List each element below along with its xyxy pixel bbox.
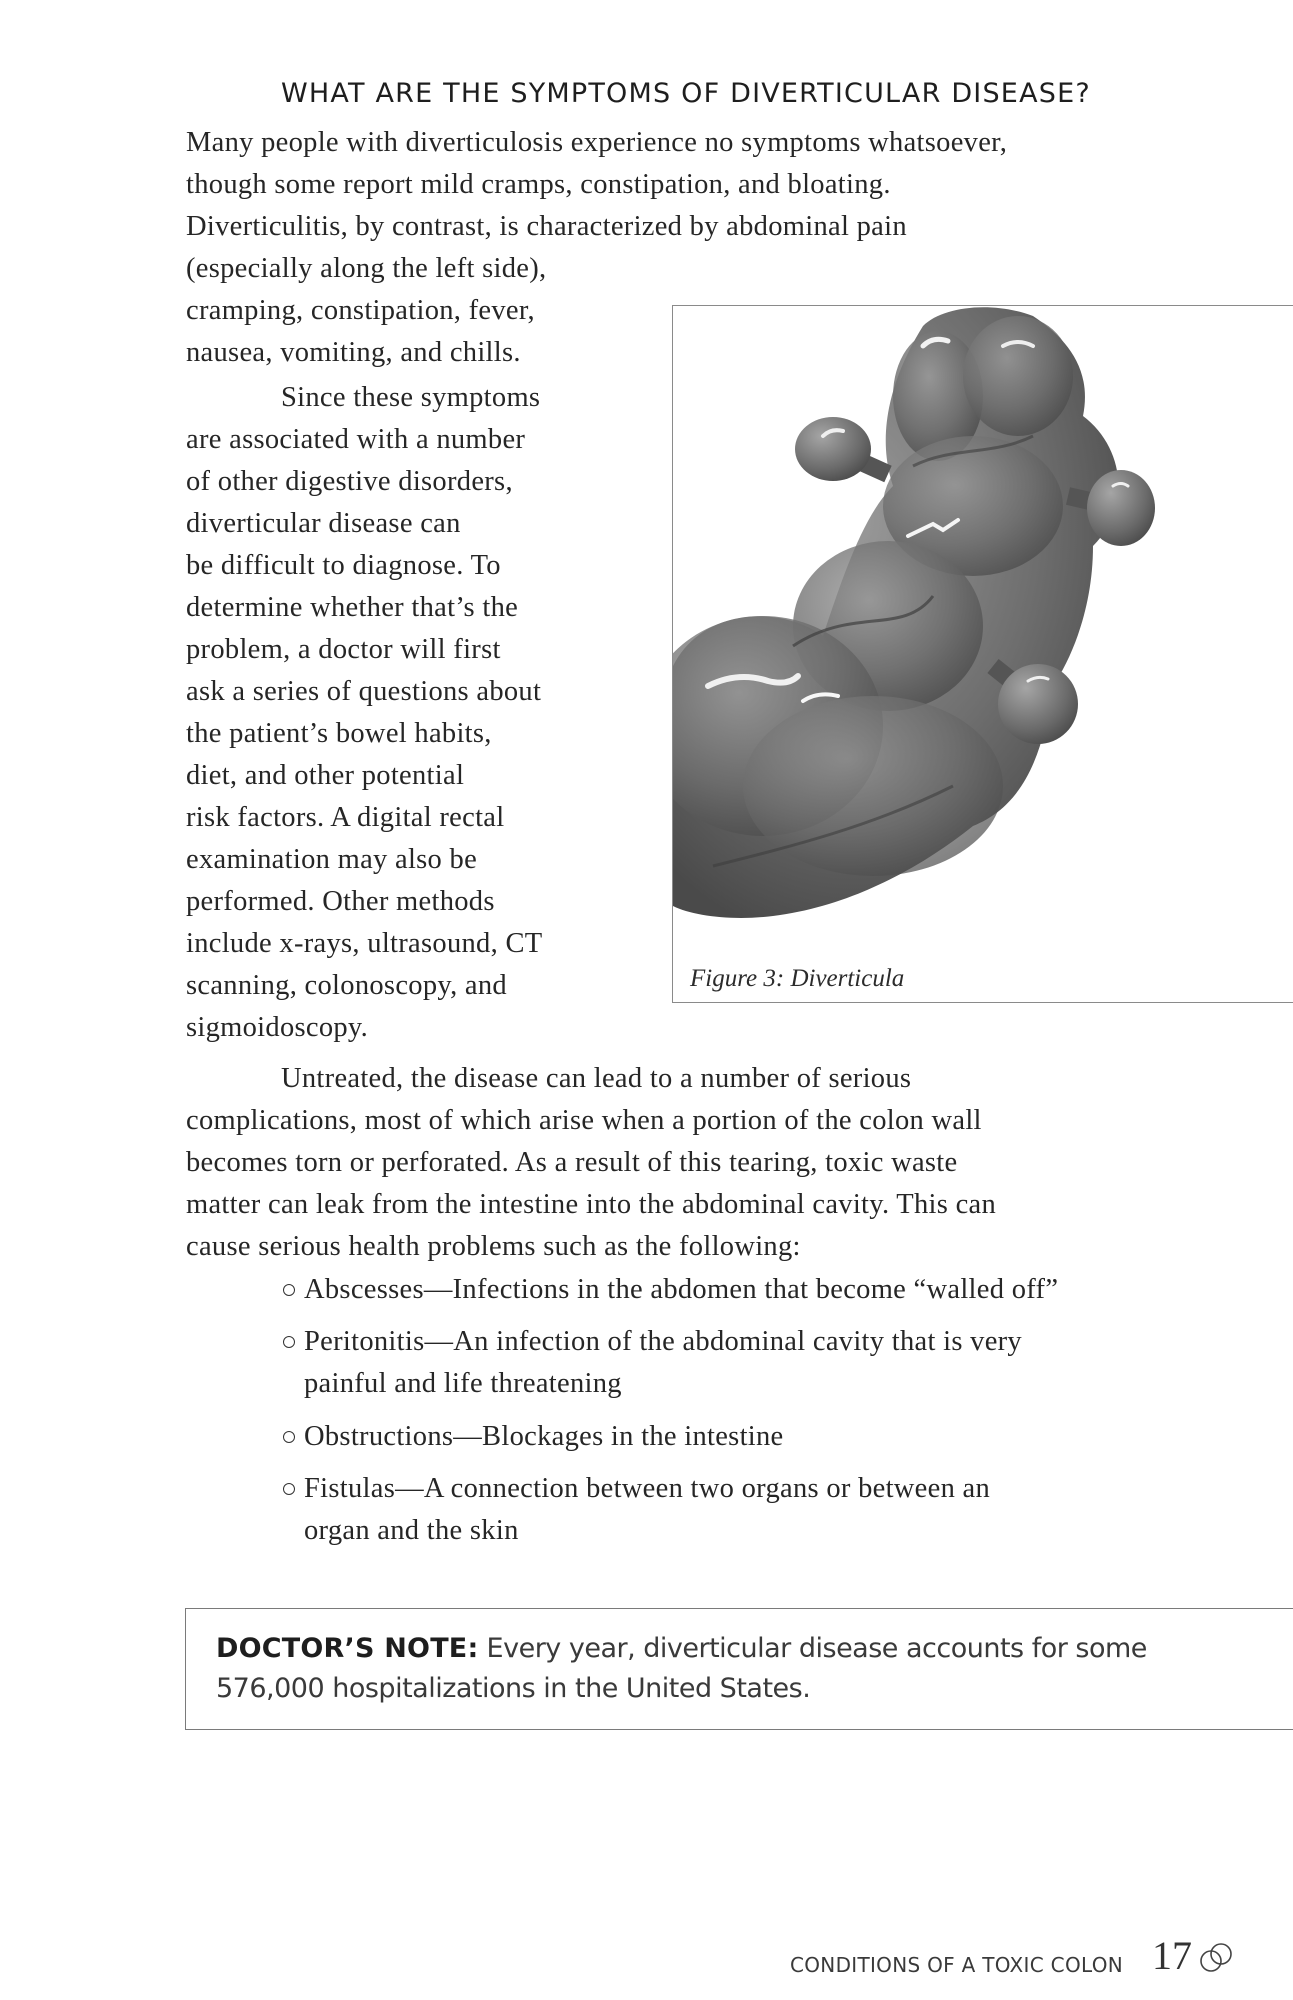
doctor-note-text: 576,000 hospitalizations in the United States. xyxy=(216,1673,811,1704)
text-line: determine whether that’s the xyxy=(186,592,519,623)
text-line: cramping, constipation, fever, xyxy=(186,295,535,326)
list-item-text: Abscesses—Infections in the abdomen that become “walled off” xyxy=(304,1274,1059,1305)
text-line: (especially along the left side), xyxy=(186,253,547,284)
list-item-text: organ and the skin xyxy=(304,1515,519,1546)
list-item-text: Fistulas—A connection between two organs or between an xyxy=(304,1473,991,1504)
doctor-note-line xyxy=(216,1635,1147,1662)
text-line: Since these symptoms xyxy=(281,382,541,413)
text-line: performed. Other methods xyxy=(186,886,495,917)
text-line: problem, a doctor will first xyxy=(186,634,501,665)
running-footer: CONDITIONS OF A TOXIC COLON xyxy=(790,1953,1124,1977)
text-line: Diverticulitis, by contrast, is characterized by abdominal pain xyxy=(186,211,907,242)
text-line: scanning, colonoscopy, and xyxy=(186,970,507,1001)
text-line: becomes torn or perforated. As a result of this tearing, toxic waste xyxy=(186,1147,958,1178)
list-item-text: Peritonitis—An infection of the abdominal cavity that is very xyxy=(304,1326,1022,1357)
text-line: of other digestive disorders, xyxy=(186,466,513,497)
interlocking-rings-icon xyxy=(1198,1942,1234,1974)
section-heading: WHAT ARE THE SYMPTOMS OF DIVERTICULAR DISEASE? xyxy=(281,78,1091,109)
text-line: diet, and other potential xyxy=(186,760,465,791)
circle-bullet-icon xyxy=(283,1284,295,1296)
text-line: matter can leak from the intestine into the abdominal cavity. This can xyxy=(186,1189,997,1220)
text-line: nausea, vomiting, and chills. xyxy=(186,337,521,368)
text-line: Many people with diverticulosis experience no symptoms whatsoever, xyxy=(186,127,1008,158)
text-line: diverticular disease can xyxy=(186,508,461,539)
text-line: the patient’s bowel habits, xyxy=(186,718,492,749)
doctor-note-label: DOCTOR’S NOTE: xyxy=(216,1633,479,1664)
text-line: complications, most of which arise when a portion of the colon wall xyxy=(186,1105,982,1136)
text-line: include x-rays, ultrasound, CT xyxy=(186,928,543,959)
text-line: ask a series of questions about xyxy=(186,676,542,707)
page-number: 17 xyxy=(1152,1933,1192,1978)
text-line: risk factors. A digital rectal xyxy=(186,802,505,833)
circle-bullet-icon xyxy=(283,1483,295,1495)
figure-frame xyxy=(672,305,1293,1003)
text-line: cause serious health problems such as the following: xyxy=(186,1231,801,1262)
text-line: though some report mild cramps, constipation, and bloating. xyxy=(186,169,891,200)
circle-bullet-icon xyxy=(283,1431,295,1443)
doctor-note-box xyxy=(185,1608,1293,1730)
doctor-note-text: Every year, diverticular disease accounts for some xyxy=(486,1633,1147,1664)
figure-caption: Figure 3: Diverticula xyxy=(690,965,905,992)
list-item-text: Obstructions—Blockages in the intestine xyxy=(304,1421,784,1452)
text-line: examination may also be xyxy=(186,844,478,875)
circle-bullet-icon xyxy=(283,1336,295,1348)
text-line: Untreated, the disease can lead to a number of serious xyxy=(281,1063,912,1094)
list-item-text: painful and life threatening xyxy=(304,1368,622,1399)
diverticula-colon-illustration xyxy=(673,306,1293,946)
text-line: are associated with a number xyxy=(186,424,526,455)
text-line: sigmoidoscopy. xyxy=(186,1012,369,1043)
text-line: be difficult to diagnose. To xyxy=(186,550,501,581)
